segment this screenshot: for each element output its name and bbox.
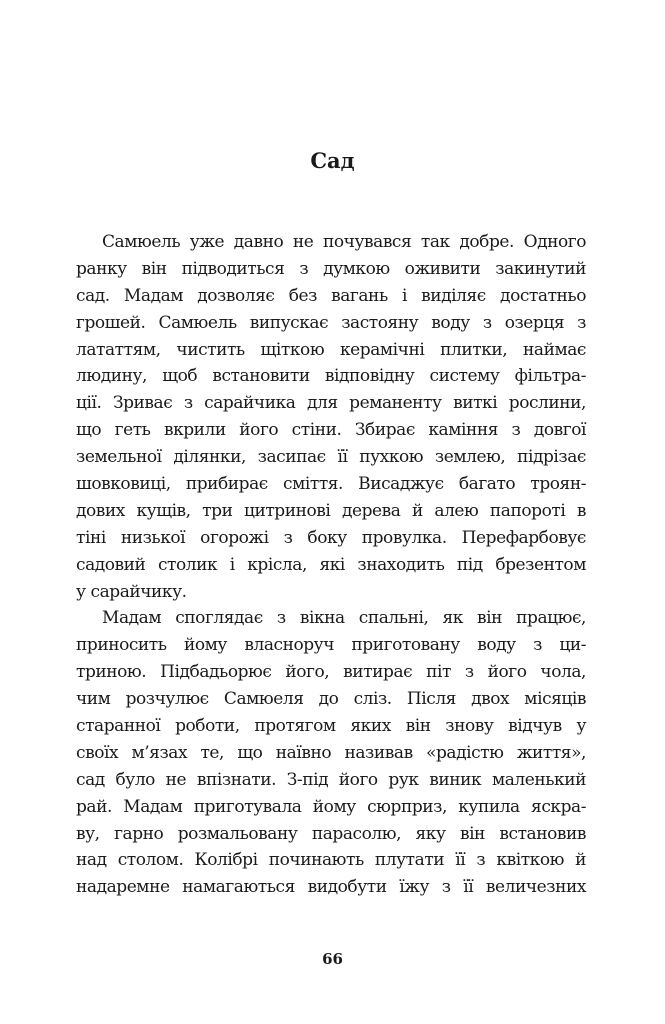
- text-line: тіні низької огорожі з боку провулка. Перефарбовує: [76, 527, 586, 548]
- text-line: що геть вкрили його стіни. Збирає каміння з довгої: [76, 420, 586, 441]
- text-line: лататтям, чистить щіткою керамічні плитки, наймає: [76, 339, 586, 360]
- text-line: триною. Підбадьорює його, витирає піт з його чола,: [76, 662, 586, 683]
- page-number: 66: [322, 950, 343, 968]
- text-line: грошей. Самюель випускає застояну воду з озерця з: [76, 312, 586, 333]
- text-line: над столом. Колібрі починають плутати її з квіткою й: [76, 850, 586, 871]
- chapter-title: Сад: [310, 148, 355, 173]
- text-line: ранку він підводиться з думкою оживити закинутий: [76, 258, 586, 279]
- text-line: своїх м’язах те, що наївно називав «радістю життя»,: [76, 742, 586, 763]
- text-line: надаремне намагаються видобути їжу з її величезних: [76, 877, 586, 898]
- text-line: шовковиці, прибирає сміття. Висаджує багато троян-: [76, 474, 586, 495]
- text-line: земельної ділянки, засипає її пухкою землею, підрізає: [76, 447, 586, 468]
- text-line: людину, щоб встановити відповідну систему фільтра-: [76, 366, 586, 387]
- text-line: Самюель уже давно не почувався так добре. Одного: [102, 232, 586, 252]
- text-line: приносить йому власноруч приготовану воду з ци-: [76, 635, 586, 656]
- text-line: старанної роботи, протягом яких він знову відчув у: [76, 716, 586, 737]
- text-line: сад було не впізнати. З-під його рук виник маленький: [76, 769, 586, 790]
- text-line: ції. Зриває з сарайчика для реманенту виткі рослини,: [76, 393, 586, 414]
- text-line: дових кущів, три цитринові дерева й алею папороті в: [76, 500, 586, 521]
- text-line: садовий столик і крісла, які знаходить під брезентом: [76, 554, 586, 575]
- text-line: у сарайчику.: [76, 581, 187, 602]
- text-line: ву, гарно розмальовану парасолю, яку він встановив: [76, 823, 586, 844]
- body-text: [76, 229, 586, 901]
- text-line: чим розчулює Самюеля до сліз. Після двох місяців: [76, 689, 586, 710]
- text-line: рай. Мадам приготувала йому сюрприз, купила яскра-: [76, 796, 586, 817]
- text-line: сад. Мадам дозволяє без вагань і виділяє достатньо: [76, 285, 586, 306]
- text-line: Мадам споглядає з вікна спальні, як він працює,: [102, 608, 586, 629]
